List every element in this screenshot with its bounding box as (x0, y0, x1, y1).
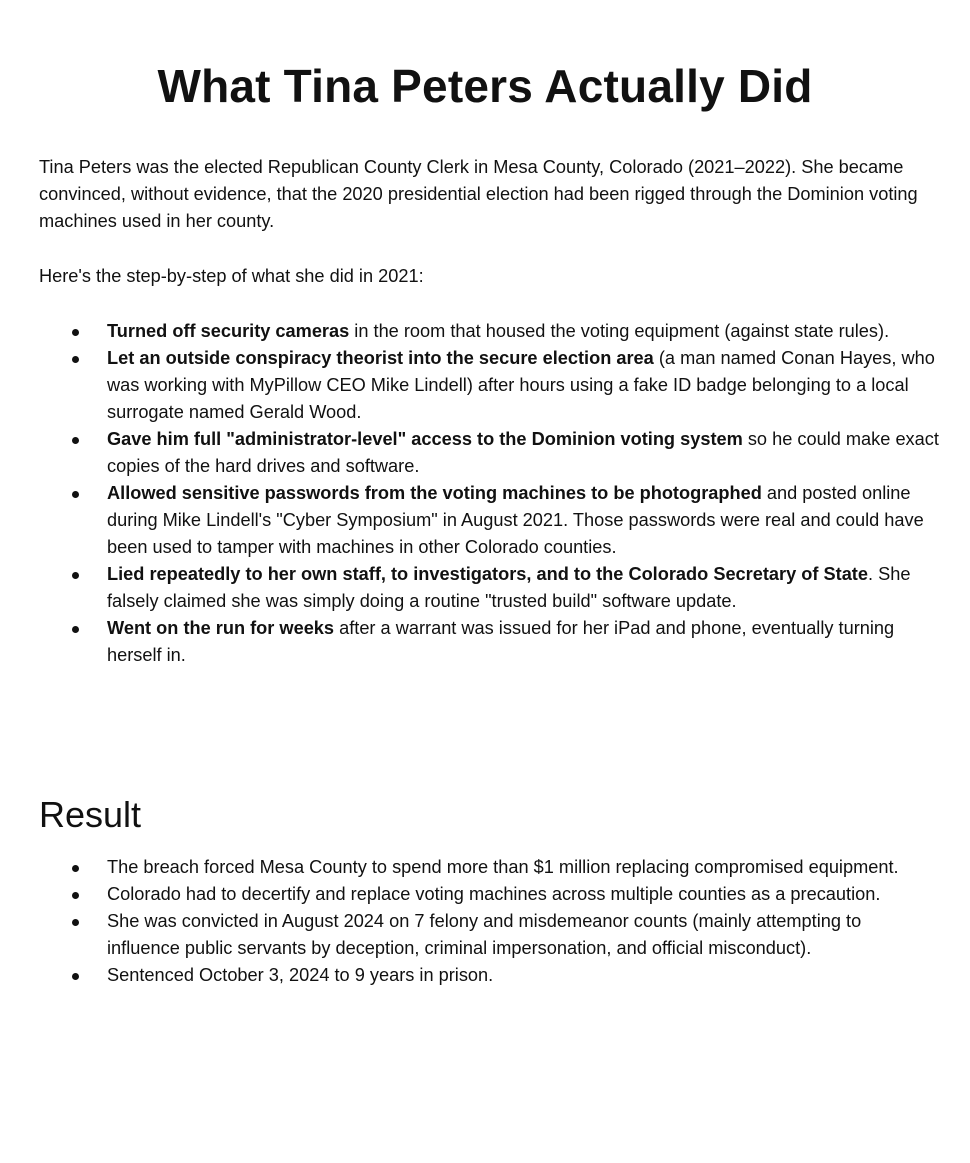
result-text: Colorado had to decertify and replace voting machines across multiple counties as a precaution. (107, 884, 881, 904)
bullet-icon (72, 919, 79, 926)
list-item (39, 426, 939, 480)
step-bold: Turned off security cameras (107, 321, 350, 341)
step-bold: Lied repeatedly to her own staff, to investigators, and to the Colorado Secretary of State (107, 564, 868, 584)
step-bold: Let an outside conspiracy theorist into the secure election area (107, 348, 654, 368)
list-item (39, 854, 939, 881)
result-heading: Result (39, 794, 142, 835)
result-text: The breach forced Mesa County to spend more than $1 million replacing compromised equipment. (107, 857, 899, 877)
result-text: She was convicted in August 2024 on 7 felony and misdemeanor counts (mainly attempting to influence public servants by deception, criminal impersonation, and official misconduct). (107, 911, 862, 958)
step-text: . She falsely claimed she was simply doing a routine "trusted build" software update. (107, 564, 911, 611)
list-item (39, 615, 939, 669)
list-item (39, 881, 939, 908)
list-item (39, 908, 939, 962)
bullet-icon (72, 329, 79, 336)
step-text: (a man named Conan Hayes, who was working with MyPillow CEO Mike Lindell) after hours using a fake ID badge belonging to a local surrogate named Gerald Wood. (107, 348, 935, 422)
list-item (39, 962, 939, 989)
bullet-icon (72, 356, 79, 363)
list-item (39, 561, 939, 615)
bullet-icon (72, 491, 79, 498)
bullet-icon (72, 437, 79, 444)
bullet-icon (72, 865, 79, 872)
step-bold: Went on the run for weeks (107, 618, 335, 638)
lead-paragraph: Here's the step-by-step of what she did in 2021: (39, 266, 424, 286)
step-text: after a warrant was issued for her iPad and phone, eventually turning herself in. (107, 618, 895, 665)
bullet-icon (72, 572, 79, 579)
list-item (39, 345, 939, 426)
result-text: Sentenced October 3, 2024 to 9 years in prison. (107, 965, 494, 985)
bullet-icon (72, 892, 79, 899)
bullet-icon (72, 973, 79, 980)
step-bold: Gave him full "administrator-level" access to the Dominion voting system (107, 429, 743, 449)
list-item (39, 480, 939, 561)
step-bold: Allowed sensitive passwords from the voting machines to be photographed (107, 483, 762, 503)
list-item (39, 318, 939, 345)
intro-paragraph: Tina Peters was the elected Republican County Clerk in Mesa County, Colorado (2021–2022). She became convinced, without evidence, that the 2020 presidential election had been rigged through the Dominion voting machines used in her county. (39, 157, 918, 231)
step-text: and posted online during Mike Lindell's "Cyber Symposium" in August 2021. Those passwords were real and could have been used to tamper with machines in other Colorado counties. (107, 483, 924, 557)
bullet-icon (72, 626, 79, 633)
page-title: What Tina Peters Actually Did (157, 60, 813, 112)
step-text: in the room that housed the voting equipment (against state rules). (349, 321, 890, 341)
step-text: so he could make exact copies of the hard drives and software. (107, 429, 939, 476)
steps-list (39, 318, 939, 669)
results-list (39, 854, 939, 989)
